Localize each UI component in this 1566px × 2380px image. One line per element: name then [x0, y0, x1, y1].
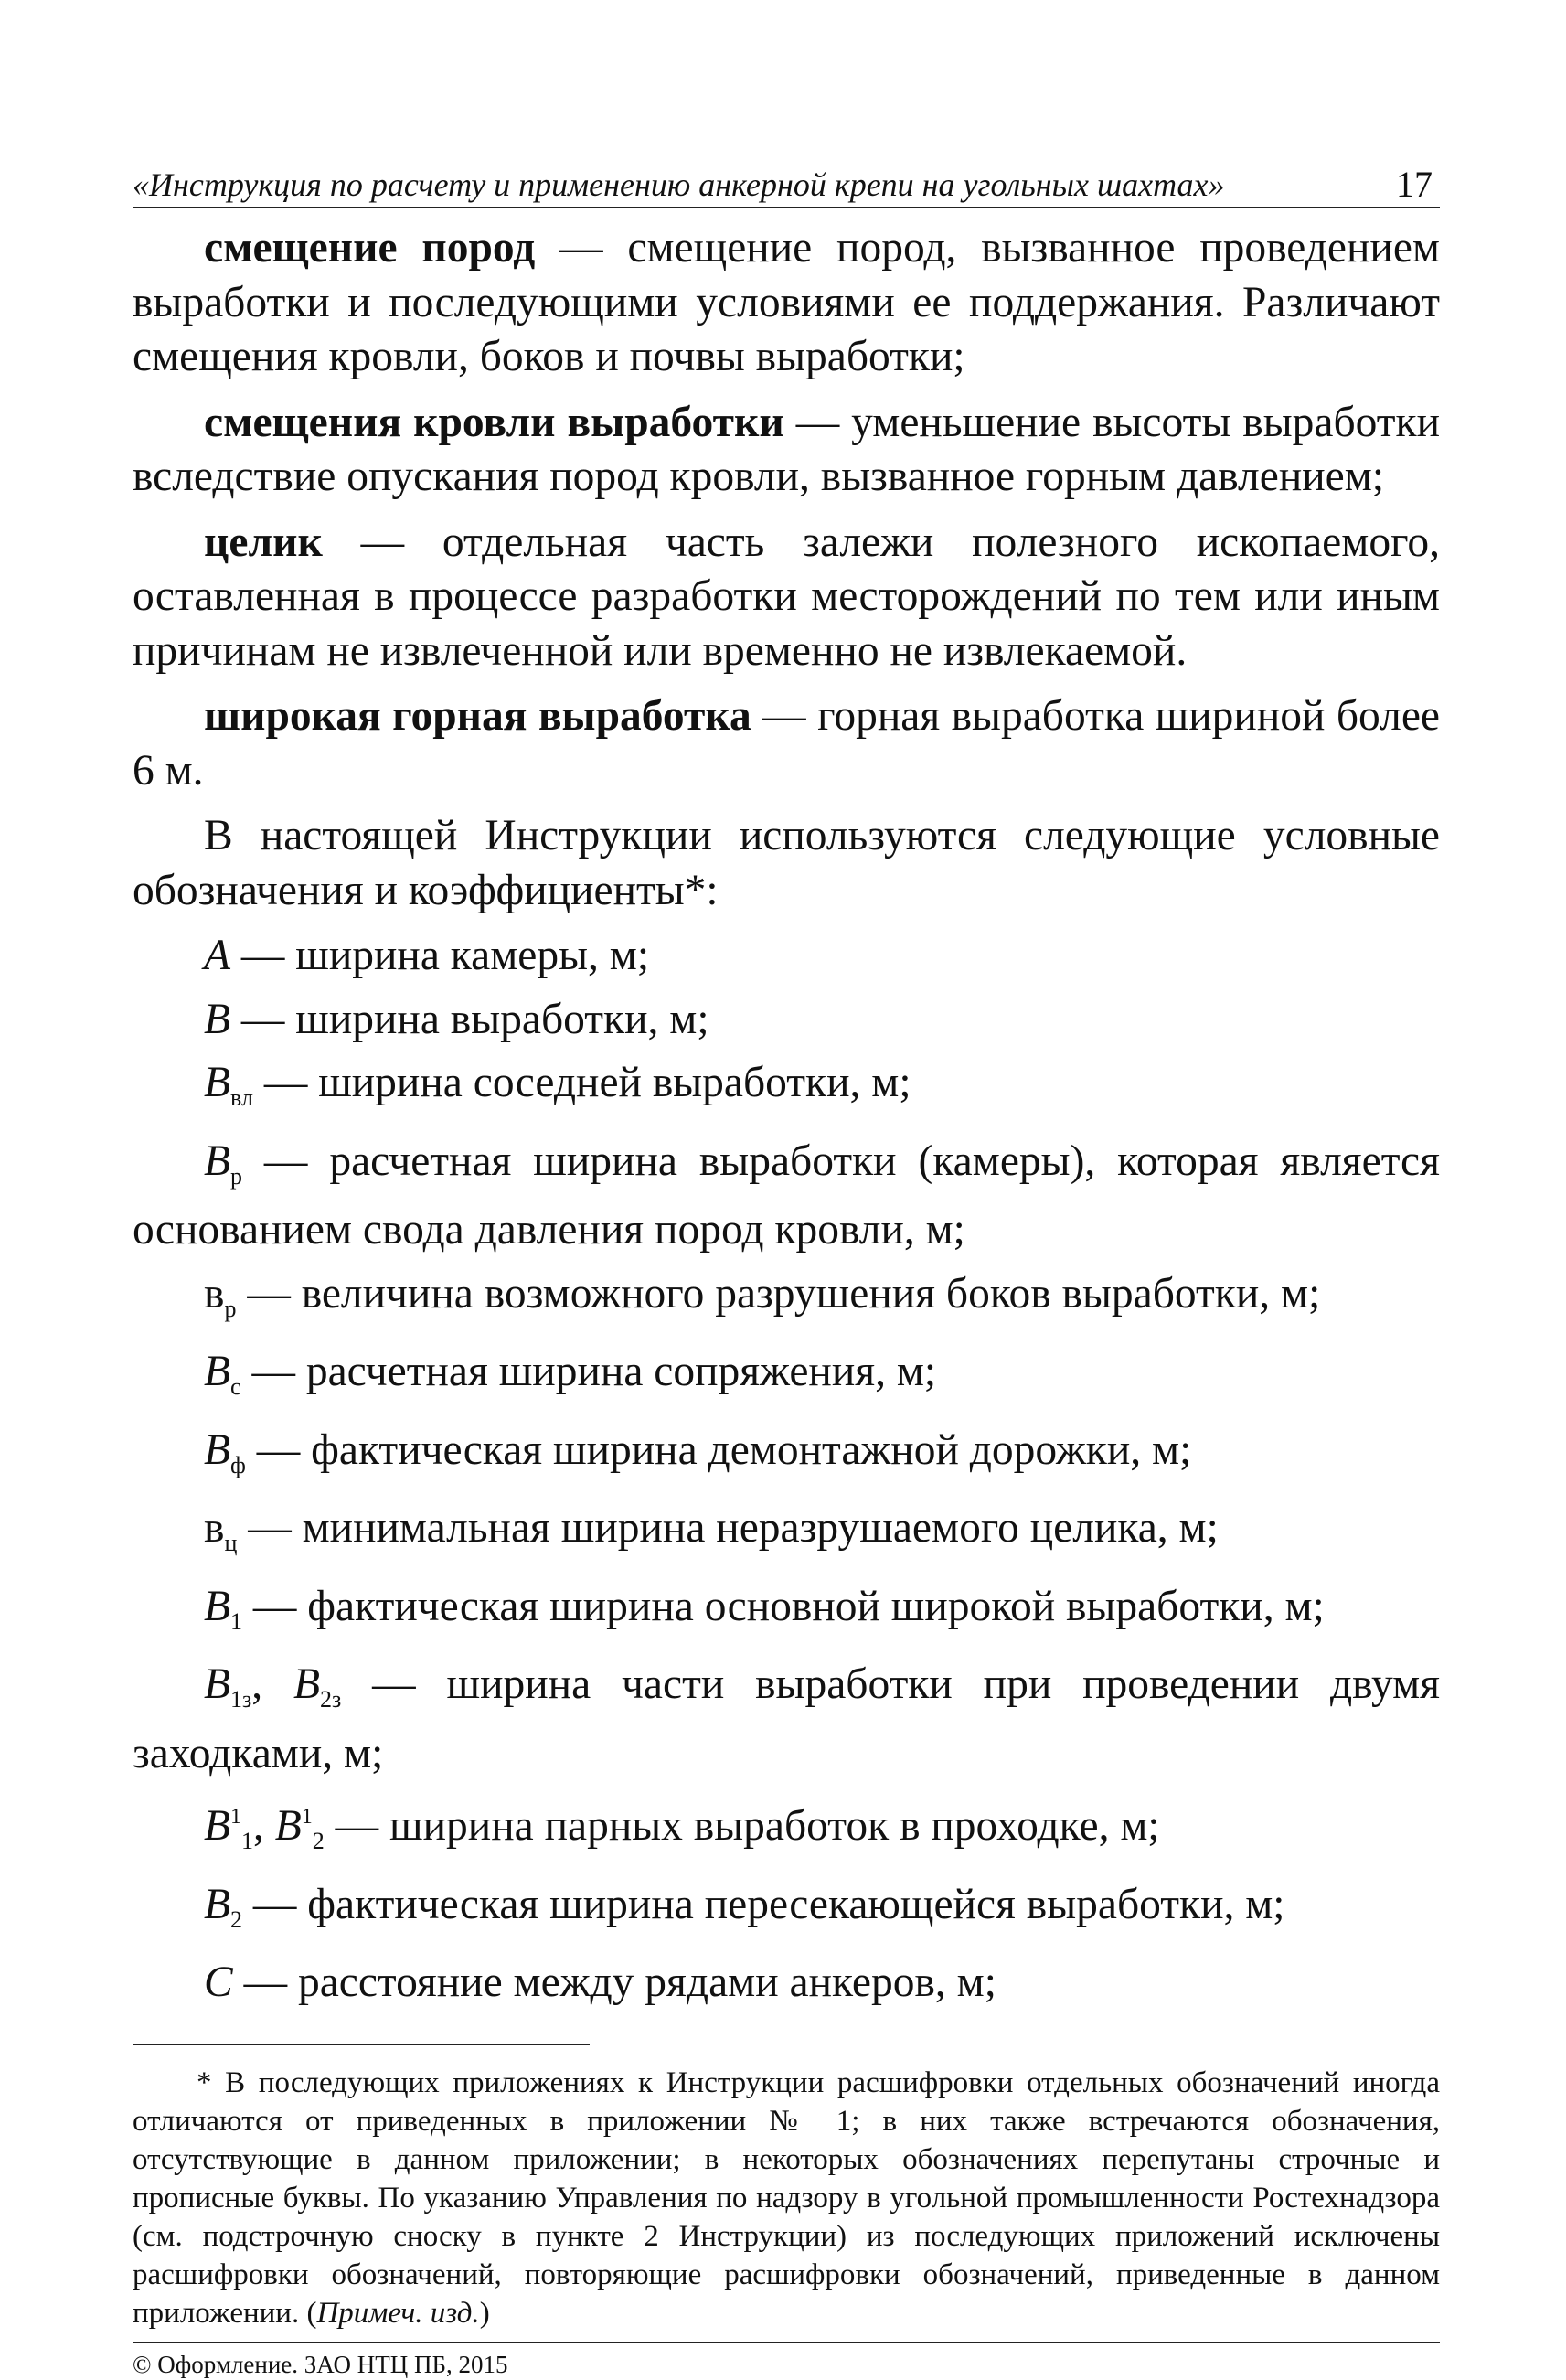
symbol-subscript: 2: [230, 1905, 243, 1933]
symbol-entry: [133, 1135, 1440, 1258]
symbol-text: — ширина парных выработок в проходке, м;: [324, 1802, 1160, 1850]
symbol-entry-b1pair: [133, 1790, 1440, 1869]
symbol-subscript: вл: [230, 1084, 253, 1111]
intro-paragraph: В настоящей Инструкции используются следующие условные обозначения и коэффициенты*:: [133, 812, 1440, 914]
definition-text: — горная выработка шириной более 6 м.: [133, 692, 1440, 795]
symbol-text: — величина возможного разрушения боков выработки, м;: [236, 1269, 1321, 1318]
symbol-text: — фактическая ширина пересекающейся выработки, м;: [242, 1880, 1285, 1928]
definition-text: — уменьшение высоты выработки вследствие опускания пород кровли, вызванное горным давлением;: [133, 398, 1440, 500]
symbol-main: B: [274, 1802, 302, 1850]
definition-term: широкая горная выработка: [204, 692, 751, 740]
symbol-main: B: [204, 1802, 231, 1850]
symbol-entry: [133, 993, 1440, 1048]
definition-text: — смещение пород, вызванное проведением выработки и последующими условиями ее поддержания. Различают смещения кровли, боков и почвы выработки;: [133, 224, 1440, 380]
symbol-text: — минимальная ширина неразрушаемого целика, м;: [237, 1504, 1219, 1552]
symbol-superscript: 1: [301, 1805, 313, 1829]
symbol-subscript: ф: [230, 1451, 246, 1478]
symbol-text: — ширина камеры, м;: [230, 932, 650, 979]
symbol-text: — расчетная ширина выработки (камеры), которая является основанием свода давления пород кровли, м;: [133, 1137, 1440, 1254]
symbol-text: — ширина выработки, м;: [230, 995, 709, 1043]
symbol-subscript: 2: [312, 1828, 325, 1854]
symbol-subscript: 1з: [230, 1686, 252, 1713]
symbol-entry: [133, 1345, 1440, 1414]
symbol-entry: [133, 1956, 1440, 2011]
symbol-text: — фактическая ширина демонтажной дорожки, м;: [245, 1425, 1192, 1474]
header-title: «Инструкция по расчету и применению анкерной крепи на угольных шахтах»: [133, 166, 1225, 203]
footnote-editor-note: Примеч. изд.: [316, 2296, 480, 2330]
symbol-main: B: [204, 1660, 231, 1708]
definition-text: — отдельная часть залежи полезного ископаемого, оставленная в процессе разработки месторождений по тем или иным причинам не извлеченной или временно не извлекаемой.: [133, 518, 1440, 675]
symbol-main: B: [204, 1137, 231, 1185]
symbol-entry-b13: [133, 1658, 1440, 1781]
symbol-main: в: [204, 1504, 225, 1552]
document-page: [133, 165, 1440, 2380]
bottom-separator: [133, 2342, 1440, 2343]
symbol-subscript: р: [224, 1295, 237, 1322]
symbol-separator: ,: [251, 1660, 294, 1708]
symbol-main: B: [204, 995, 231, 1043]
symbol-main: B: [293, 1660, 321, 1708]
symbol-main: B: [204, 1348, 231, 1395]
symbol-subscript: с: [230, 1373, 241, 1400]
symbol-text: — расстояние между рядами анкеров, м;: [232, 1958, 996, 2006]
symbol-subscript: ц: [224, 1530, 238, 1556]
definition-paragraph: [133, 689, 1440, 798]
footnote-close: ): [479, 2296, 490, 2330]
page-number: 17: [1396, 164, 1433, 205]
symbol-main: B: [204, 1059, 231, 1106]
symbol-entry: [133, 1580, 1440, 1649]
footnote: [133, 2064, 1440, 2332]
symbol-main: A: [204, 932, 231, 979]
symbol-subscript: 2з: [320, 1686, 342, 1713]
definition-paragraph: [133, 516, 1440, 679]
symbol-main: B: [204, 1880, 231, 1928]
symbol-main: C: [204, 1958, 233, 2006]
symbol-main: B: [204, 1582, 231, 1630]
definition-term: смещения кровли выработки: [204, 398, 784, 446]
symbol-entry: [133, 1501, 1440, 1571]
footnote-text: * В последующих приложениях к Инструкции расшифровки отдельных обозначений иногда отличаются от приведенных в приложении № 1; в них также встречаются обозначения, отсутствующие в данном приложении; в некоторых обозначениях перепутаны строчные и прописные буквы. По указанию Управления по надзору в угольной промышленности Ростехнадзора (см. подстрочную сноску в пункте 2 Инструкции) из последующих приложений исключены расшифровки обозначений, повторяющие расшифровки обозначений, приведенные в данном приложении. (: [133, 2065, 1440, 2330]
footnote-separator: [133, 2044, 590, 2045]
definition-term: смещение пород: [204, 224, 536, 272]
definition-term: целик: [204, 518, 323, 566]
symbol-subscript: 1: [241, 1828, 254, 1854]
running-header: [133, 165, 1440, 208]
symbol-text: — фактическая ширина основной широкой выработки, м;: [242, 1582, 1325, 1630]
symbol-subscript: 1: [230, 1607, 243, 1635]
symbol-separator: ,: [253, 1802, 275, 1850]
symbol-entry: [133, 929, 1440, 984]
symbol-text: — ширина части выработки при проведении двумя заходками, м;: [133, 1660, 1440, 1777]
symbol-subscript: р: [230, 1162, 243, 1190]
body-text: [133, 221, 1440, 2011]
symbol-entry: [133, 1424, 1440, 1493]
definition-paragraph: [133, 221, 1440, 385]
symbol-text: — ширина соседней выработки, м;: [252, 1059, 911, 1106]
symbol-text: — расчетная ширина сопряжения, м;: [240, 1348, 937, 1395]
symbol-main: в: [204, 1269, 225, 1318]
definition-paragraph: [133, 396, 1440, 505]
copyright: © Оформление. ЗАО НТЦ ПБ, 2015: [133, 2350, 508, 2378]
symbol-main: B: [204, 1425, 231, 1474]
symbol-superscript: 1: [230, 1805, 242, 1829]
symbol-entry: [133, 1056, 1440, 1126]
symbol-entry: [133, 1267, 1440, 1337]
symbol-entry: [133, 1878, 1440, 1948]
